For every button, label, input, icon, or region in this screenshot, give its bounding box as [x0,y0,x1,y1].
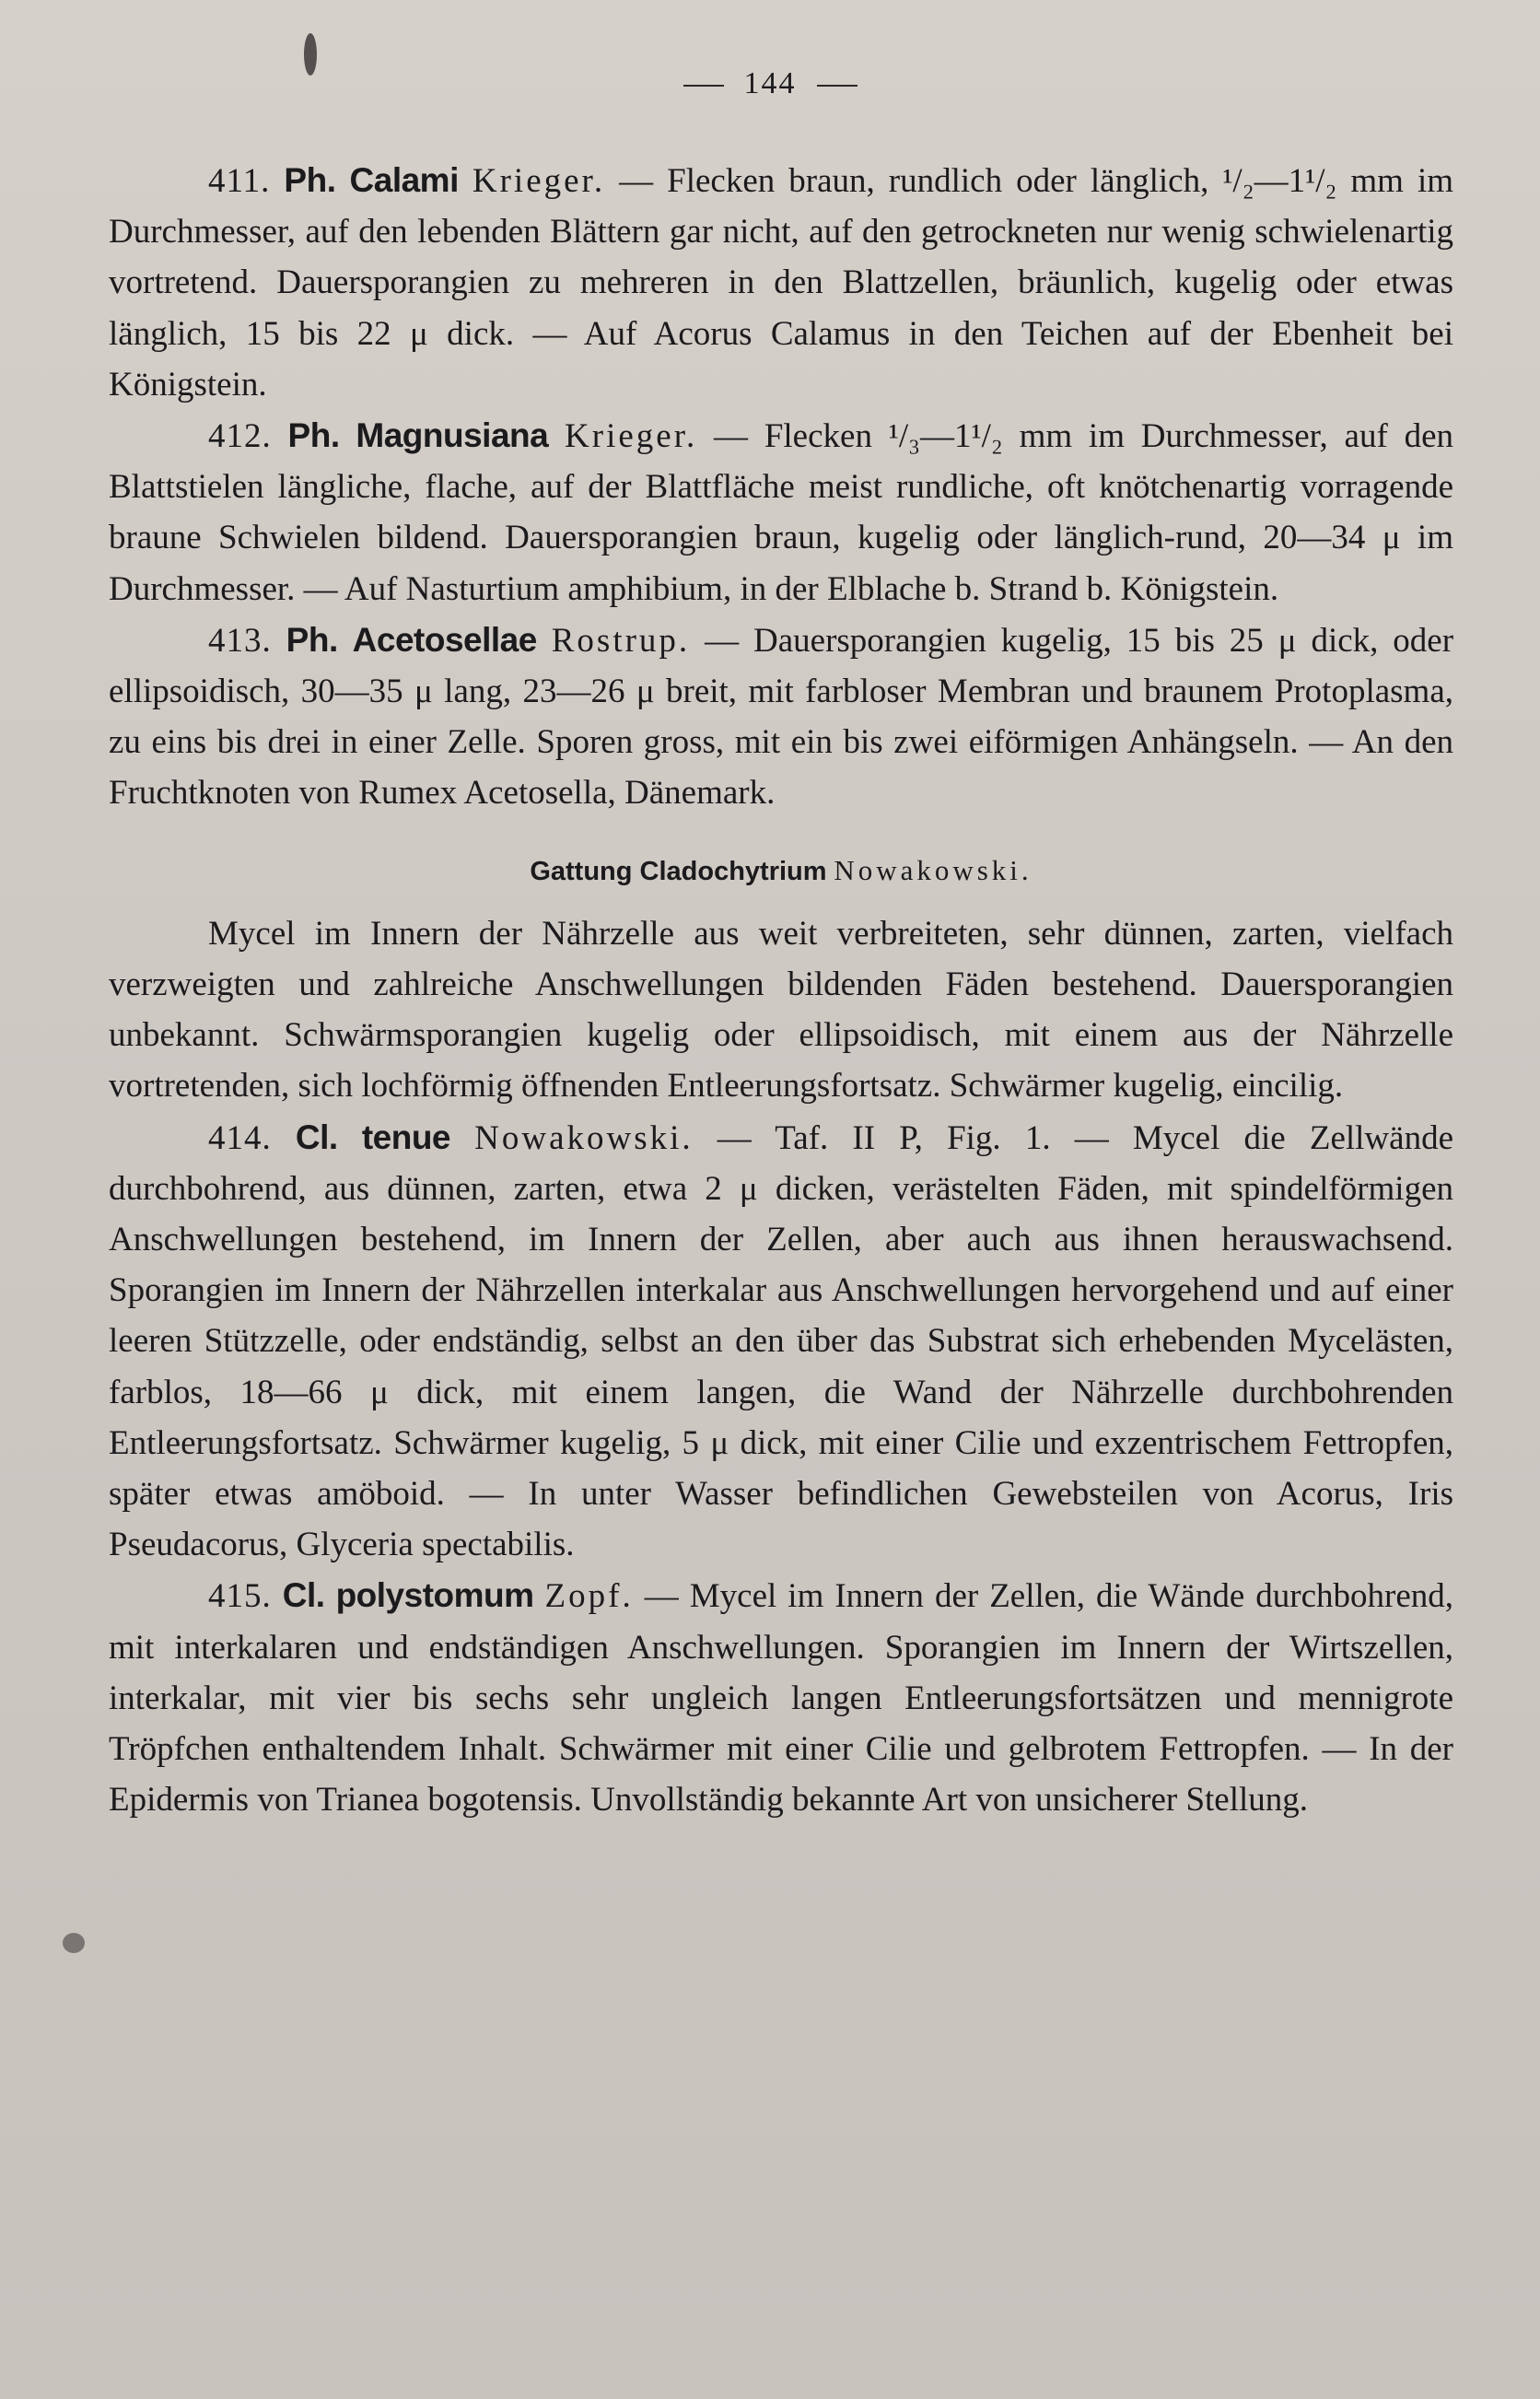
entry-text: — Flecken braun, rundlich oder länglich, ¹/₂—1¹/₂ mm im Durchmesser, auf den lebenden Blättern gar nicht, auf den getrockneten nur wenig schwielenartig vortretend. Dauersporangien zu mehreren in den Blattzellen, bräunlich, kugelig oder etwas länglich, 15 bis 22 μ dick. — Auf Acorus Calamus in den Teichen auf der Ebenheit bei Königstein. [109,162,1454,404]
genus-abbrev: Ph. [284,161,336,199]
header-dash-left [683,85,724,87]
species-entry-412 [109,410,1453,614]
header-dash-right [817,85,858,87]
author-name: Nowakowski. [474,1118,694,1157]
entry-text: — Flecken ¹/₃—1¹/₂ mm im Durchmesser, auf den Blattstielen längliche, flache, auf der Blattfläche meist rundliche, oft knötchenartig vorragende braune Schwielen bildend. Dauersporangien braun, kugelig oder länglich-rund, 20—34 μ im Durchmesser. — Auf Nasturtium amphibium, in der Elblache b. Strand b. Königstein. [109,417,1454,608]
genus-section-heading [109,845,1453,897]
author-name: Krieger. [472,162,606,200]
species-name: tenue [361,1118,450,1156]
entry-text: — Mycel im Innern der Zellen, die Wände durchbohrend, mit interkalaren und endständigen Anschwellungen. Sporangien im Innern der Wirtszellen, interkalar, mit vier bis sechs sehr ungleich langen Entleerungsfortsätzen und mennigrote Tröpfchen enthaltendem Inhalt. Schwärmer mit einer Cilie und gelbrotem Fettropfen. — In der Epidermis von Trianea bogotensis. Unvollständig bekannte Art von unsicherer Stellung. [109,1577,1454,1820]
page-body [109,155,1453,1826]
entry-number: 411. [208,162,271,200]
entry-number: 412. [208,417,272,456]
entry-text: — Taf. II P, Fig. 1. — Mycel die Zellwände durchbohrend, aus dünnen, zarten, etwa 2 μ dicken, verästelten Fäden, mit spindelförmigen Anschwellungen bestehend, im Innern der Zellen, aber auch aus ihnen herauswachsend. Sporangien im Innern der Nährzellen interkalar aus Anschwellungen hervorgehend und auf einer leeren Stützzelle, oder endständig, selbst an den über das Substrat sich erhebenden Mycelästen, farblos, 18—66 μ dick, mit einem langen, die Wand der Nährzelle durchbohrenden Entleerungsfortsatz. Schwärmer kugelig, 5 μ dick, mit einer Cilie und exzentrischem Fettropfen, später etwas amöboid. — In unter Wasser befindlichen Gewebsteilen von Acorus, Iris Pseudacorus, Glyceria spectabilis. [109,1118,1453,1564]
species-name: Magnusiana [356,416,549,455]
genus-abbrev: Ph. [286,620,338,659]
genus-description-text: Mycel im Innern der Nährzelle aus weit verbreiteten, sehr dünnen, zarten, vielfach verzweigten und zahlreiche Anschwellungen bildenden Fäden bestehend. Dauersporangien unbekannt. Schwärmsporangien kugelig oder ellipsoidisch, mit einem aus der Nährzelle vortretenden, sich lochförmig öffnenden Entleerungsfortsatz. Schwärmer kugelig, eincilig. [109,914,1453,1106]
genus-abbrev: Ph. [287,416,340,455]
page-header [0,66,1540,101]
author-name: Krieger. [565,417,698,456]
entry-text: — Dauersporangien kugelig, 15 bis 25 μ dick, oder ellipsoidisch, 30—35 μ lang, 23—26 μ breit, mit farbloser Membran und braunem Protoplasma, zu eins bis drei in einer Zelle. Sporen gross, mit ein bis zwei eiförmigen Anhängseln. — An den Fruchtknoten von Rumex Acetosella, Dänemark. [109,621,1454,813]
genus-description [109,908,1453,1112]
genus-heading-author: Nowakowski. [834,853,1032,886]
author-name: Rostrup. [551,621,691,660]
species-entry-411 [109,155,1453,410]
species-name: polystomum [335,1576,534,1615]
species-name: Calami [349,161,459,199]
species-name: Acetosellae [352,620,537,659]
genus-heading-label: Gattung Cladochytrium [530,856,827,886]
species-entry-415 [109,1570,1453,1825]
author-name: Zopf. [544,1577,634,1616]
species-entry-414 [109,1112,1453,1571]
genus-abbrev: Cl. [295,1118,338,1156]
genus-abbrev: Cl. [282,1576,325,1615]
page-number: 144 [743,66,797,100]
entry-number: 413. [208,621,272,660]
species-entry-413 [109,614,1453,819]
entry-number: 414. [208,1118,272,1157]
entry-number: 415. [208,1577,272,1616]
ink-smudge [63,1933,85,1953]
